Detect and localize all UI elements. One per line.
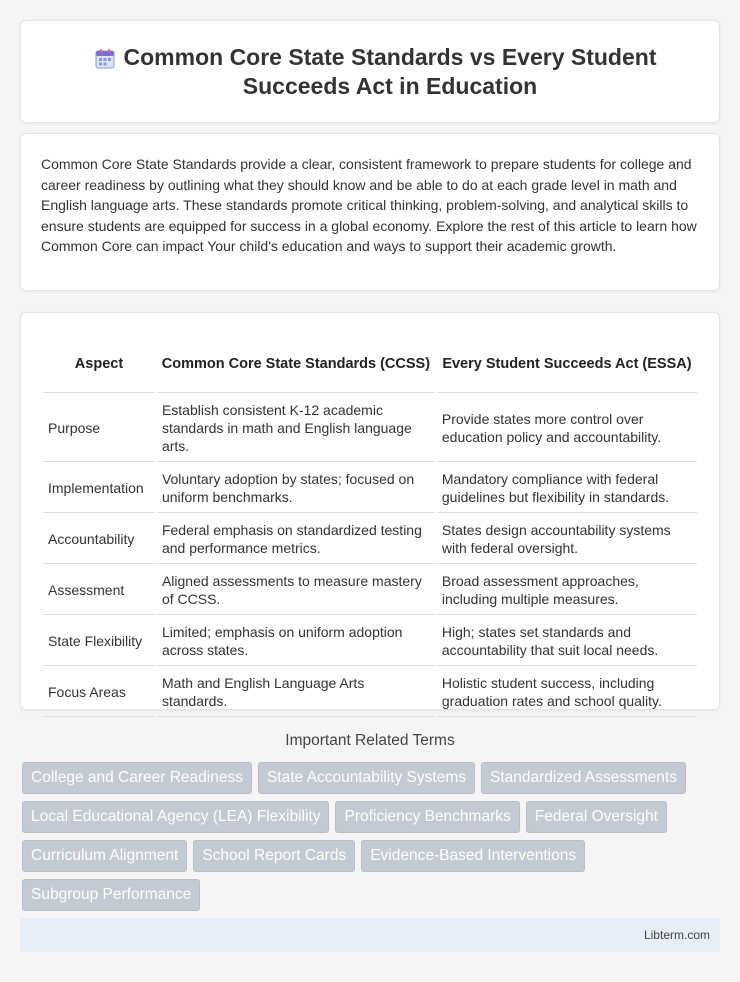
- related-term-tag[interactable]: Subgroup Performance: [22, 879, 200, 911]
- row-aspect: Focus Areas: [43, 668, 155, 717]
- row-aspect: Implementation: [43, 464, 155, 513]
- table-row: [43, 464, 697, 513]
- comparison-table: [41, 333, 699, 719]
- row-aspect: Assessment: [43, 566, 155, 615]
- comparison-table-card: [20, 312, 720, 710]
- row-essa: Holistic student success, including graduation rates and school quality.: [437, 668, 697, 717]
- row-essa: Provide states more control over education policy and accountability.: [437, 395, 697, 462]
- row-essa: High; states set standards and accountability that suit local needs.: [437, 617, 697, 666]
- row-ccss: Voluntary adoption by states; focused on uniform benchmarks.: [157, 464, 435, 513]
- related-term-tag[interactable]: Federal Oversight: [526, 801, 667, 833]
- related-term-tag[interactable]: Evidence-Based Interventions: [361, 840, 585, 872]
- related-terms-heading: Important Related Terms: [285, 732, 455, 749]
- header-aspect: Aspect: [43, 335, 155, 393]
- related-term-tag[interactable]: State Accountability Systems: [258, 762, 475, 794]
- table-header-row: [43, 335, 697, 393]
- row-essa: Broad assessment approaches, including multiple measures.: [437, 566, 697, 615]
- row-aspect: Purpose: [43, 395, 155, 462]
- row-ccss: Math and English Language Arts standards.: [157, 668, 435, 717]
- header-ccss: Common Core State Standards (CCSS): [157, 335, 435, 393]
- related-terms-list: [22, 762, 712, 911]
- title-wrap: [21, 43, 719, 101]
- row-ccss: Aligned assessments to measure mastery of CCSS.: [157, 566, 435, 615]
- row-essa: States design accountability systems with federal oversight.: [437, 515, 697, 564]
- title-card: [20, 20, 720, 123]
- table-row: [43, 566, 697, 615]
- related-term-tag[interactable]: College and Career Readiness: [22, 762, 252, 794]
- page-title: Common Core State Standards vs Every Student Succeeds Act in Education: [123, 44, 657, 99]
- row-ccss: Limited; emphasis on uniform adoption across states.: [157, 617, 435, 666]
- related-term-tag[interactable]: Local Educational Agency (LEA) Flexibility: [22, 801, 329, 833]
- related-term-tag[interactable]: Standardized Assessments: [481, 762, 686, 794]
- table-row: [43, 617, 697, 666]
- related-term-tag[interactable]: Proficiency Benchmarks: [335, 801, 519, 833]
- header-essa: Every Student Succeeds Act (ESSA): [437, 335, 697, 393]
- table-row: [43, 395, 697, 462]
- intro-card: [20, 133, 720, 291]
- intro-paragraph: Common Core State Standards provide a clear, consistent framework to prepare students for college and career readiness by outlining what they should know and be able to do at each grade level in math and English language arts. These standards promote critical thinking, problem-solving, and analytical skills to ensure students are equipped for success in a global economy. Explore the rest of this article to learn how Common Core can impact Your child's education and ways to support their academic growth.: [41, 156, 697, 254]
- footer: [20, 918, 720, 952]
- calendar-icon: [93, 47, 117, 71]
- table-row: [43, 668, 697, 717]
- table-row: [43, 515, 697, 564]
- related-term-tag[interactable]: School Report Cards: [193, 840, 355, 872]
- row-ccss: Federal emphasis on standardized testing and performance metrics.: [157, 515, 435, 564]
- row-aspect: State Flexibility: [43, 617, 155, 666]
- row-ccss: Establish consistent K-12 academic standards in math and English language arts.: [157, 395, 435, 462]
- row-essa: Mandatory compliance with federal guidelines but flexibility in standards.: [437, 464, 697, 513]
- footer-site-link[interactable]: Libterm.com: [643, 928, 710, 942]
- related-term-tag[interactable]: Curriculum Alignment: [22, 840, 187, 872]
- row-aspect: Accountability: [43, 515, 155, 564]
